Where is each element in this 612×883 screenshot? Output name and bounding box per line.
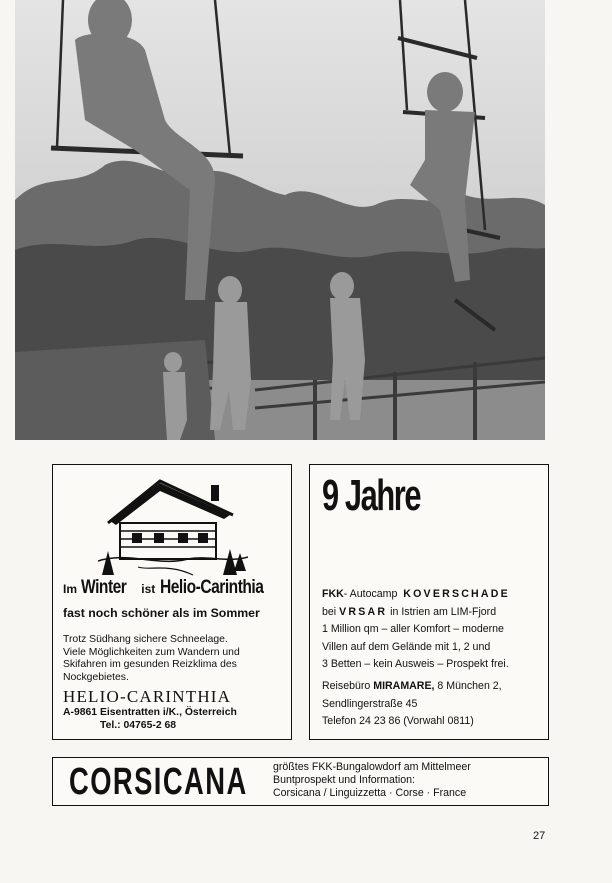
headline-mid: ist bbox=[141, 582, 156, 596]
koverschade-ad bbox=[309, 464, 549, 740]
helio-body-line: Nockgebietes. bbox=[63, 671, 129, 683]
koverschade-body bbox=[322, 586, 536, 674]
koverschade-line-4: Villen auf dem Gelände mit 1, 2 und bbox=[322, 640, 491, 653]
koverschade-agency bbox=[322, 678, 538, 731]
headline-brand: Helio-Carinthia bbox=[159, 577, 264, 598]
agency-name: MIRAMARE, bbox=[373, 680, 435, 692]
helio-brand-name: HELIO-CARINTHIA bbox=[63, 687, 232, 706]
corsicana-text bbox=[273, 761, 543, 800]
photograph bbox=[15, 0, 545, 440]
helio-carinthia-ad bbox=[52, 464, 292, 740]
corsicana-line-3: Corsicana / Linguizzetta · Corse · France bbox=[273, 787, 467, 799]
helio-body-line: Skifahren im gesunden Reizklima des bbox=[63, 659, 237, 671]
agency-pre: Reisebüro bbox=[322, 680, 371, 692]
agency-city: 8 München 2, bbox=[437, 680, 502, 692]
koverschade-line-1 bbox=[322, 586, 536, 604]
agency-street: Sendlingerstraße 45 bbox=[322, 697, 418, 710]
corsicana-name: CORSICANA bbox=[69, 761, 248, 803]
chalet-icon bbox=[98, 471, 248, 579]
koverschade-title: 9 Jahre bbox=[322, 471, 421, 520]
headline-winter: Winter bbox=[81, 577, 127, 598]
agency-phone: Telefon 24 23 86 (Vorwahl 0811) bbox=[322, 715, 474, 728]
corsicana-line-1: größtes FKK-Bungalowdorf am Mittelmeer bbox=[273, 761, 471, 773]
helio-phone: Tel.: 04765-2 68 bbox=[100, 720, 177, 731]
autocamp-label: - Autocamp bbox=[343, 588, 398, 600]
helio-headline bbox=[63, 577, 283, 599]
place-name: VRSAR bbox=[339, 605, 388, 618]
agency-line bbox=[322, 678, 538, 696]
koverschade-line-5: 3 Betten – kein Ausweis – Prospekt frei. bbox=[322, 658, 509, 671]
corsicana-line-2: Buntprospekt und Information: bbox=[273, 774, 415, 786]
helio-body-line: Trotz Südhang sichere Schneelage. bbox=[63, 634, 228, 645]
koverschade-line-3: 1 Million qm – aller Komfort – moderne bbox=[322, 623, 504, 636]
line2-rest: in Istrien am LIM-Fjord bbox=[390, 605, 497, 618]
fkk-label: FKK bbox=[322, 588, 344, 600]
page-number: 27 bbox=[533, 830, 546, 842]
helio-body bbox=[63, 634, 283, 684]
helio-subheadline: fast noch schöner als im Sommer bbox=[63, 606, 260, 620]
line2-pre: bei bbox=[322, 605, 337, 618]
photograph-children-on-swings-and-rope-ladder bbox=[15, 0, 545, 440]
helio-body-line: Viele Möglichkeiten zum Wandern und bbox=[63, 646, 240, 658]
headline-pre: Im bbox=[63, 582, 78, 596]
helio-address: A-9861 Eisentratten i/K., Österreich bbox=[63, 707, 237, 718]
camp-name: KOVERSCHADE bbox=[403, 588, 510, 600]
corsicana-ad bbox=[52, 757, 549, 806]
koverschade-line-2 bbox=[322, 604, 536, 622]
